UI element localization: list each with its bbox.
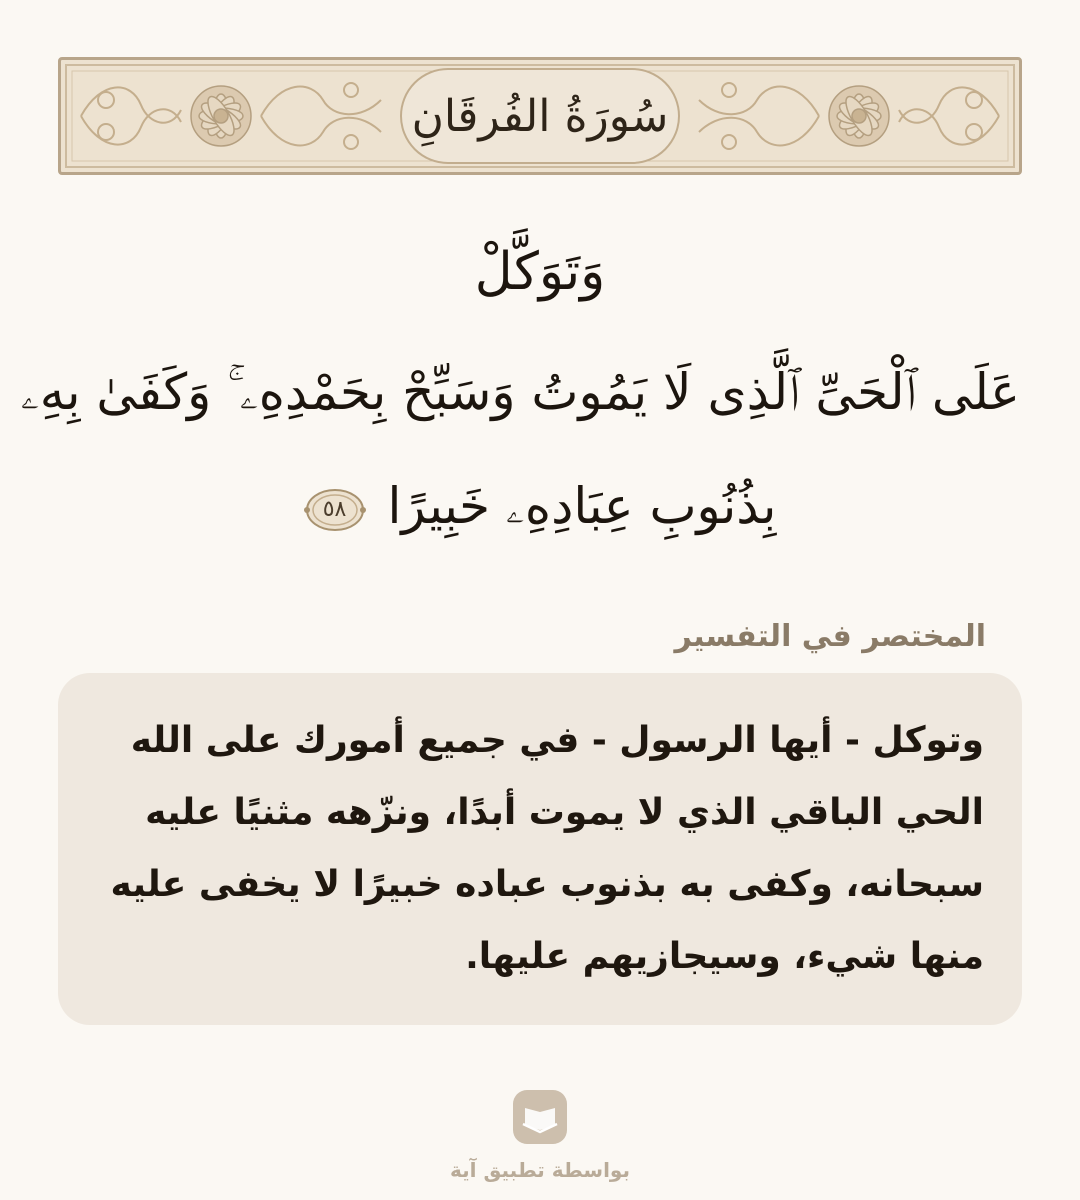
verse-line-3-text: بِذُنُوبِ عِبَادِهِۦ خَبِيرًا	[387, 477, 777, 535]
verse-line-1: وَتَوَكَّلْ	[474, 242, 606, 302]
footer-label: بواسطة تطبيق آية	[450, 1158, 630, 1182]
surah-title-cartouche	[400, 68, 680, 164]
surah-header-banner	[58, 57, 1022, 175]
open-book-icon	[513, 1090, 567, 1144]
app-logo[interactable]	[513, 1090, 567, 1144]
ayah-number: ٥٨	[322, 497, 347, 522]
tafsir-card	[58, 673, 1022, 1025]
verse-line-3	[60, 466, 1020, 546]
tafsir-text: وتوكل - أيها الرسول - في جميع أمورك على الله الحي الباقي الذي لا يموت أبدًا، ونزّهه مثنيًا عليه سبحانه، وكفى به بذنوب عباده خبيرًا لا يخفى عليه منها شيء، وسيجازيهم عليها.	[110, 720, 984, 977]
tafsir-heading: المختصر في التفسير	[674, 619, 986, 654]
surah-title: سُورَةُ الفُرقَانِ	[411, 90, 669, 142]
footer	[0, 1090, 1080, 1190]
ayah-number-marker	[304, 487, 366, 533]
verse-line-2: عَلَى ٱلْحَىِّ ٱلَّذِى لَا يَمُوتُ وَسَبِّحْ بِحَمْدِهِۦ ۚ وَكَفَىٰ بِهِۦ	[20, 363, 1020, 421]
